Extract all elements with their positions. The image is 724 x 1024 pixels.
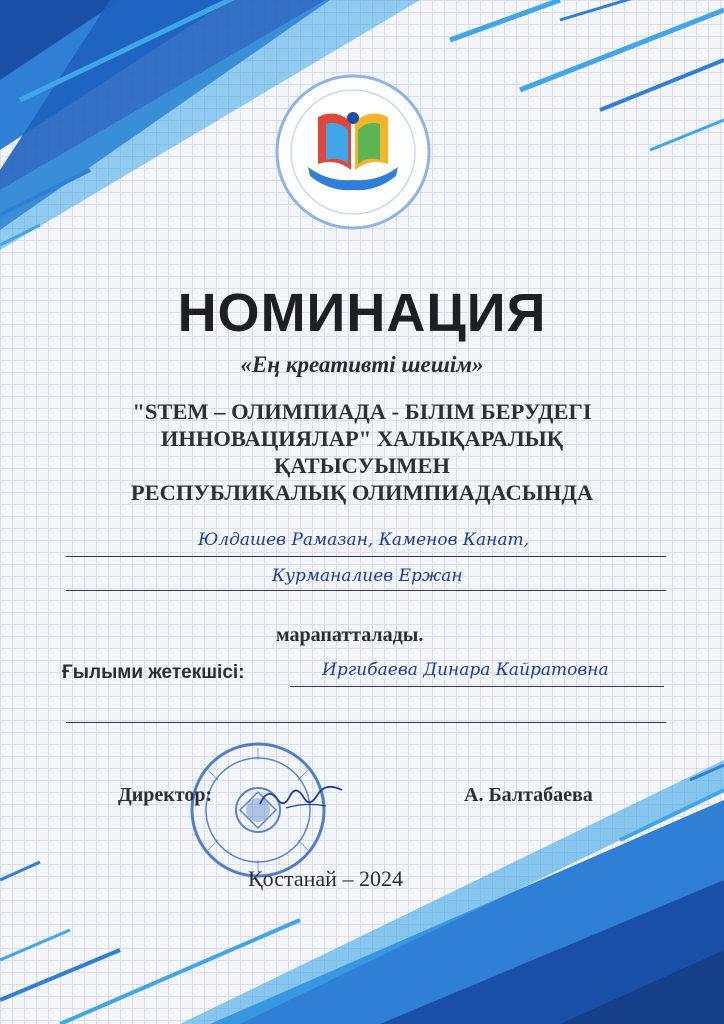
director-label: Директор: bbox=[118, 784, 213, 806]
recipients-line-2: Курманалиев Ержан bbox=[272, 566, 463, 586]
event-line: "STEM – ОЛИМПИАДА - БІЛІМ БЕРУДЕГІ bbox=[132, 399, 592, 424]
supervisor-label: Ғылыми жетекшісі: bbox=[62, 662, 245, 683]
fill-line bbox=[290, 686, 664, 687]
event-line: РЕСПУБЛИКАЛЫҚ ОЛИМПИАДАСЫНДА bbox=[130, 480, 594, 505]
fill-line bbox=[66, 556, 666, 557]
city-year: Қостанай – 2024 bbox=[248, 866, 403, 891]
nomination-name: «Ең креативті шешім» bbox=[240, 352, 484, 377]
event-line: ҚАТЫСУЫМЕН bbox=[274, 453, 450, 478]
recipients-line-1: Юлдашев Рамазан, Каменов Канат, bbox=[198, 530, 530, 550]
supervisor-name: Иргибаева Динара Кайратовна bbox=[322, 660, 609, 680]
fill-line bbox=[66, 590, 666, 591]
signature-mark bbox=[256, 778, 346, 818]
awarded-text: марапатталады. bbox=[276, 624, 424, 646]
director-name: А. Балтабаева bbox=[464, 784, 593, 806]
event-line: ИННОВАЦИЯЛАР" ХАЛЫҚАРАЛЫҚ bbox=[160, 426, 564, 451]
fill-line bbox=[66, 722, 666, 723]
certificate-title: НОМИНАЦИЯ bbox=[177, 283, 547, 343]
book-hand-logo bbox=[268, 72, 438, 232]
event-title bbox=[0, 398, 724, 506]
